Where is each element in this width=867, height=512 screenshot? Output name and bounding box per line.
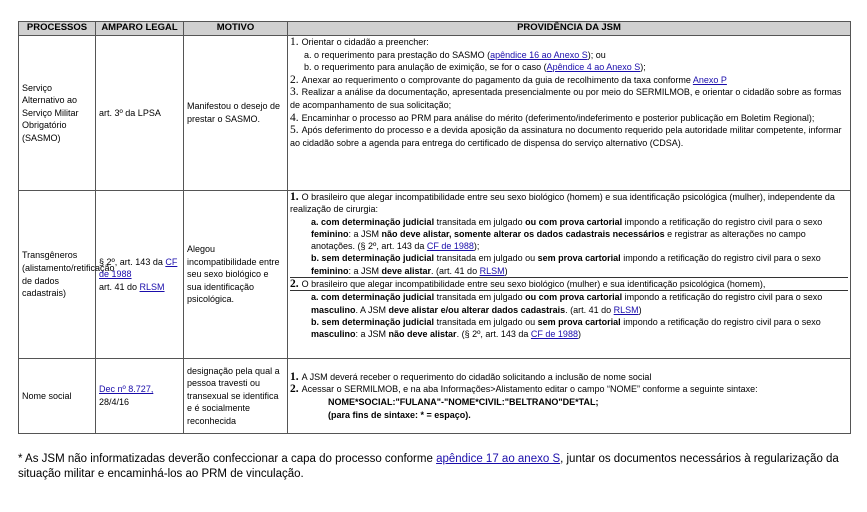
link-rlsm[interactable]: RLSM [613,304,639,315]
link-apendice-17[interactable]: apêndice 17 ao anexo S [436,453,561,465]
list-item: 2. Acessar o SERMILMOB, e na aba Informações>Alistamento editar o campo “NOME” conforme a seguinte sintaxe: [290,383,758,396]
cell-motivo-nome-social: designação pela qual a pessoa travesti ou transexual se identifica e é socialmente reconhecida [184,359,288,434]
list-item: b. sem determinação judicial transitada em julgado ou sem prova cartorial impondo a retificação do registro civil para o sexo feminino: a JSM deve alistar. (art. 41 do RLSM) [290,252,848,278]
link-apendice-16[interactable]: apêndice 16 ao Anexo S [490,49,588,60]
link-decreto-8727[interactable]: Dec nº 8.727, [99,384,154,395]
list-item: 5. Após deferimento do processo e a devida aposição da assinatura no documento requerido pela autoridade militar competente, informar ao cidadão sobre a agenda para entrega do certificado de dispensa do serviço alternativo (CDSA). [290,124,842,148]
list-item: a. o requerimento para prestação do SASMO (apêndice 16 ao Anexo S); ou [304,49,606,60]
table-header-row [19,22,851,36]
cell-processo-sasmo: Serviço Alternativo ao Serviço Militar Obrigatório (SASMO) [19,36,96,191]
list-item: a. com determinação judicial transitada em julgado ou com prova cartorial impondo a retificação do registro civil para o sexo feminino: a JSM não deve alistar, somente alterar os dados cadastrais necessários e registrar as alterações no campo anotações. (§ 2º, art. 143 da CF de 1988); [311,216,823,252]
list-item: 3. Realizar a análise da documentação, apresentada presencialmente ou por meio do SERMILMOB, e orientar o cidadão sobre as formas de acompanhamento de sua solicitação; [290,86,842,110]
header-processos: PROCESSOS [19,22,96,36]
link-rlsm[interactable]: RLSM [139,281,165,292]
link-cf-1988[interactable]: CF de 1988 [99,256,178,280]
list-item: b. o requerimento para anulação de eximição, se for o caso (Apêndice 4 ao Anexo S); [304,62,646,73]
cell-motivo-sasmo: Manifestou o desejo de prestar o SASMO. [184,36,288,191]
list-item: a. com determinação judicial transitada em julgado ou com prova cartorial impondo a retificação do registro civil para o sexo masculino. A JSM deve alistar e/ou alterar dados cadastrais. (art. 41 do RLSM) [311,292,823,315]
cell-processo-nome-social: Nome social [19,359,96,434]
cell-amparo-transgeneros: § 2º, art. 143 da CF de 1988 art. 41 do RLSM [96,191,184,359]
link-anexo-p[interactable]: Anexo P [692,74,727,85]
table-row-sasmo [19,36,851,191]
list-item: 4. Encaminhar o processo ao PRM para análise do mérito (deferimento/indeferimento e posterior publicação em Boletim Regional); [290,111,815,124]
cell-motivo-transgeneros: Alegou incompatibilidade entre seu sexo biológico e sua identificação psicológica. [184,191,288,359]
cell-amparo-sasmo: art. 3º da LPSA [96,36,184,191]
footnote: * As JSM não informatizadas deverão confeccionar a capa do processo conforme apêndice 17 ao anexo S, juntar os documentos necessários à regularização da situação militar e encaminhá-los ao PRM de vinculação. [18,453,839,480]
list-item: b. sem determinação judicial transitada em julgado ou sem prova cartorial impondo a retificação do registro civil para o sexo masculino: a JSM não deve alistar. (§ 2º, art. 143 da CF de 1988) [311,316,821,340]
link-apendice-4[interactable]: Apêndice 4 ao Anexo S [546,62,641,73]
header-amparo-legal: AMPARO LEGAL [96,22,184,36]
list-item: 2. O brasileiro que alegar incompatibilidade entre seu sexo biológico (mulher) e sua identificação psicológica (homem), [290,278,848,291]
cell-amparo-nome-social: Dec nº 8.727, 28/4/16 [96,359,184,434]
header-providencia: PROVIDÊNCIA DA JSM [288,22,851,36]
link-cf-1988[interactable]: CF de 1988 [426,241,474,252]
procedures-table [18,21,851,434]
list-item: 1. A JSM deverá receber o requerimento do cidadão solicitando a inclusão de nome social [290,370,652,383]
list-item: 1. O brasileiro que alegar incompatibilidade entre seu sexo biológico (homem) e sua identificação psicológica (mulher), independente da realização de cirurgia: [290,191,835,215]
table-row-transgeneros [19,191,851,359]
list-item: 2. Anexar ao requerimento o comprovante do pagamento da guia de recolhimento da taxa conforme Anexo P [290,73,727,86]
cell-providencia-transgeneros [288,191,851,359]
syntax-note: (para fins de sintaxe: * = espaço). [328,409,471,420]
syntax-example: NOME*SOCIAL:"FULANA"-"NOME*CIVIL:"BELTRANO"DE*TAL; [328,397,599,407]
cell-providencia-nome-social [288,359,851,434]
table-row-nome-social [19,359,851,434]
link-rlsm[interactable]: RLSM [479,265,505,276]
cell-processo-transgeneros: Transgêneros (alistamento/retificação de dados cadastrais) [19,191,96,359]
cell-providencia-sasmo [288,36,851,191]
link-cf-1988[interactable]: CF de 1988 [530,329,578,340]
list-item: 1. Orientar o cidadão a preencher: [290,36,429,48]
header-motivo: MOTIVO [184,22,288,36]
